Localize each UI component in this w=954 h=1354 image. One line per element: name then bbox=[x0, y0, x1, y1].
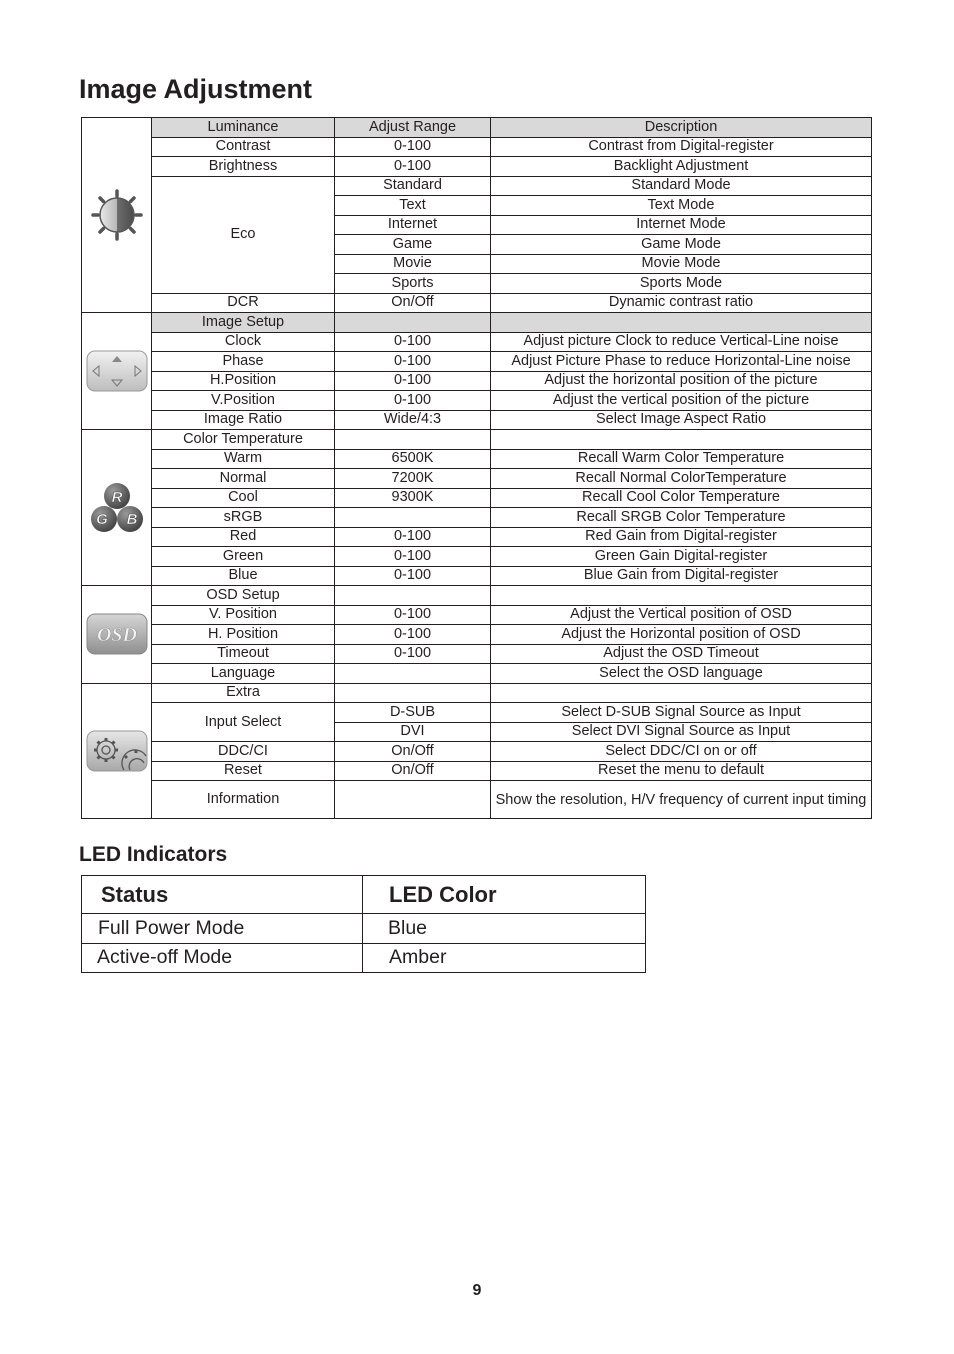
item-description: Select Image Aspect Ratio bbox=[491, 410, 872, 430]
item-name: Warm bbox=[152, 449, 335, 469]
item-name: DDC/CI bbox=[152, 742, 335, 762]
item-range: 0-100 bbox=[335, 332, 491, 352]
item-name: Red bbox=[152, 527, 335, 547]
table-row bbox=[82, 761, 872, 781]
item-name: Brightness bbox=[152, 157, 335, 177]
item-description: Recall Normal ColorTemperature bbox=[491, 469, 872, 489]
item-name: V.Position bbox=[152, 391, 335, 411]
table-row bbox=[82, 508, 872, 528]
item-range: On/Off bbox=[335, 761, 491, 781]
item-range: On/Off bbox=[335, 293, 491, 313]
luminance-icon-cell bbox=[82, 118, 152, 313]
item-name: V. Position bbox=[152, 605, 335, 625]
header-empty bbox=[335, 430, 491, 450]
gears-icon bbox=[86, 730, 148, 772]
item-range: Wide/4:3 bbox=[335, 410, 491, 430]
table-row bbox=[82, 118, 872, 138]
item-range bbox=[335, 664, 491, 684]
item-range: Game bbox=[335, 235, 491, 255]
header-empty bbox=[491, 683, 872, 703]
item-range: 0-100 bbox=[335, 527, 491, 547]
table-row bbox=[82, 157, 872, 177]
led-color: Blue bbox=[363, 914, 646, 944]
item-description: Select DDC/CI on or off bbox=[491, 742, 872, 762]
table-row bbox=[82, 449, 872, 469]
led-status: Active-off Mode bbox=[82, 943, 363, 973]
item-name: DCR bbox=[152, 293, 335, 313]
table-row bbox=[82, 664, 872, 684]
item-description: Adjust picture Clock to reduce Vertical-Line noise bbox=[491, 332, 872, 352]
table-row bbox=[82, 293, 872, 313]
item-description: Red Gain from Digital-register bbox=[491, 527, 872, 547]
item-range: 0-100 bbox=[335, 566, 491, 586]
item-range: Internet bbox=[335, 215, 491, 235]
page-number: 9 bbox=[472, 1282, 482, 1299]
item-description: Adjust Picture Phase to reduce Horizontal-Line noise bbox=[491, 352, 872, 372]
item-range: 9300K bbox=[335, 488, 491, 508]
osd-icon-cell bbox=[82, 586, 152, 684]
header-empty bbox=[491, 313, 872, 333]
item-description: Recall Warm Color Temperature bbox=[491, 449, 872, 469]
item-name: Blue bbox=[152, 566, 335, 586]
item-description: Green Gain Digital-register bbox=[491, 547, 872, 567]
item-range: 6500K bbox=[335, 449, 491, 469]
item-name: Information bbox=[152, 781, 335, 819]
header-empty bbox=[491, 586, 872, 606]
table-row bbox=[82, 391, 872, 411]
item-range: 0-100 bbox=[335, 137, 491, 157]
item-range: On/Off bbox=[335, 742, 491, 762]
item-description: Select DVI Signal Source as Input bbox=[491, 722, 872, 742]
item-name: H.Position bbox=[152, 371, 335, 391]
table-row bbox=[82, 943, 646, 973]
table-row bbox=[82, 605, 872, 625]
table-row bbox=[82, 371, 872, 391]
item-range: 0-100 bbox=[335, 352, 491, 372]
eco-label: Eco bbox=[152, 176, 335, 293]
item-description: Standard Mode bbox=[491, 176, 872, 196]
item-range: Standard bbox=[335, 176, 491, 196]
item-description: Recall SRGB Color Temperature bbox=[491, 508, 872, 528]
led-status: Full Power Mode bbox=[82, 914, 363, 944]
item-name: Normal bbox=[152, 469, 335, 489]
table-row bbox=[82, 527, 872, 547]
rgb-letter-g: G bbox=[95, 510, 108, 528]
arrow-keypad-icon bbox=[86, 350, 148, 392]
header-status: Status bbox=[82, 876, 363, 914]
item-name: H. Position bbox=[152, 625, 335, 645]
item-description: Select D-SUB Signal Source as Input bbox=[491, 703, 872, 723]
item-description: Movie Mode bbox=[491, 254, 872, 274]
table-row bbox=[82, 914, 646, 944]
header-image-setup: Image Setup bbox=[152, 313, 335, 333]
item-description: Contrast from Digital-register bbox=[491, 137, 872, 157]
table-row bbox=[82, 876, 646, 914]
item-range bbox=[335, 508, 491, 528]
table-row bbox=[82, 176, 872, 196]
item-name: Cool bbox=[152, 488, 335, 508]
table-row bbox=[82, 430, 872, 450]
item-range: 0-100 bbox=[335, 644, 491, 664]
table-row bbox=[82, 644, 872, 664]
item-name: Reset bbox=[152, 761, 335, 781]
table-row bbox=[82, 566, 872, 586]
header-empty bbox=[491, 430, 872, 450]
item-description: Adjust the Horizontal position of OSD bbox=[491, 625, 872, 645]
table-row bbox=[82, 469, 872, 489]
item-description: Adjust the Vertical position of OSD bbox=[491, 605, 872, 625]
header-extra: Extra bbox=[152, 683, 335, 703]
item-range: 0-100 bbox=[335, 157, 491, 177]
table-row bbox=[82, 410, 872, 430]
image-adjustment-table bbox=[81, 117, 872, 819]
item-range: 0-100 bbox=[335, 625, 491, 645]
table-row bbox=[82, 352, 872, 372]
item-range: 0-100 bbox=[335, 605, 491, 625]
header-adjust-range: Adjust Range bbox=[335, 118, 491, 138]
table-row bbox=[82, 703, 872, 723]
item-description: Text Mode bbox=[491, 196, 872, 216]
header-luminance: Luminance bbox=[152, 118, 335, 138]
table-row bbox=[82, 683, 872, 703]
header-led-color: LED Color bbox=[363, 876, 646, 914]
table-row bbox=[82, 137, 872, 157]
table-row bbox=[82, 313, 872, 333]
item-description: Sports Mode bbox=[491, 274, 872, 294]
rgb-letter-b: B bbox=[126, 510, 137, 528]
input-select-label: Input Select bbox=[152, 703, 335, 742]
item-description: Backlight Adjustment bbox=[491, 157, 872, 177]
item-range: Sports bbox=[335, 274, 491, 294]
table-row bbox=[82, 547, 872, 567]
extra-icon-cell bbox=[82, 683, 152, 819]
led-color: Amber bbox=[363, 943, 646, 973]
header-description: Description bbox=[491, 118, 872, 138]
item-range: 0-100 bbox=[335, 371, 491, 391]
sun-dial-icon bbox=[90, 188, 144, 242]
led-indicators-table bbox=[81, 875, 646, 973]
osd-badge-text: OSD bbox=[96, 624, 137, 647]
item-description: Select the OSD language bbox=[491, 664, 872, 684]
item-description: Adjust the vertical position of the picture bbox=[491, 391, 872, 411]
item-description: Blue Gain from Digital-register bbox=[491, 566, 872, 586]
item-description: Game Mode bbox=[491, 235, 872, 255]
table-row bbox=[82, 625, 872, 645]
item-description: Dynamic contrast ratio bbox=[491, 293, 872, 313]
item-description: Internet Mode bbox=[491, 215, 872, 235]
led-section-title: LED Indicators bbox=[79, 843, 228, 866]
item-name: Clock bbox=[152, 332, 335, 352]
item-range bbox=[335, 781, 491, 819]
item-description: Show the resolution, H/V frequency of current input timing bbox=[491, 781, 872, 819]
item-range: Movie bbox=[335, 254, 491, 274]
item-range: 0-100 bbox=[335, 547, 491, 567]
header-empty bbox=[335, 683, 491, 703]
item-name: sRGB bbox=[152, 508, 335, 528]
item-description: Reset the menu to default bbox=[491, 761, 872, 781]
table-row bbox=[82, 332, 872, 352]
table-row bbox=[82, 488, 872, 508]
item-name: Timeout bbox=[152, 644, 335, 664]
table-row bbox=[82, 742, 872, 762]
item-range: Text bbox=[335, 196, 491, 216]
image-setup-icon-cell bbox=[82, 313, 152, 430]
color-icon-cell bbox=[82, 430, 152, 586]
header-osd-setup: OSD Setup bbox=[152, 586, 335, 606]
item-range: 7200K bbox=[335, 469, 491, 489]
page-title: Image Adjustment bbox=[79, 74, 313, 104]
item-range: D-SUB bbox=[335, 703, 491, 723]
item-range: DVI bbox=[335, 722, 491, 742]
item-description: Recall Cool Color Temperature bbox=[491, 488, 872, 508]
item-description: Adjust the OSD Timeout bbox=[491, 644, 872, 664]
item-name: Green bbox=[152, 547, 335, 567]
header-empty bbox=[335, 586, 491, 606]
table-row bbox=[82, 781, 872, 819]
table-row bbox=[82, 586, 872, 606]
osd-badge-icon bbox=[86, 613, 148, 655]
header-color-temperature: Color Temperature bbox=[152, 430, 335, 450]
item-name: Contrast bbox=[152, 137, 335, 157]
item-name: Phase bbox=[152, 352, 335, 372]
header-empty bbox=[335, 313, 491, 333]
rgb-letter-r: R bbox=[111, 488, 122, 506]
item-range: 0-100 bbox=[335, 391, 491, 411]
item-description: Adjust the horizontal position of the picture bbox=[491, 371, 872, 391]
item-name: Image Ratio bbox=[152, 410, 335, 430]
rgb-circles-icon bbox=[87, 480, 147, 536]
item-name: Language bbox=[152, 664, 335, 684]
